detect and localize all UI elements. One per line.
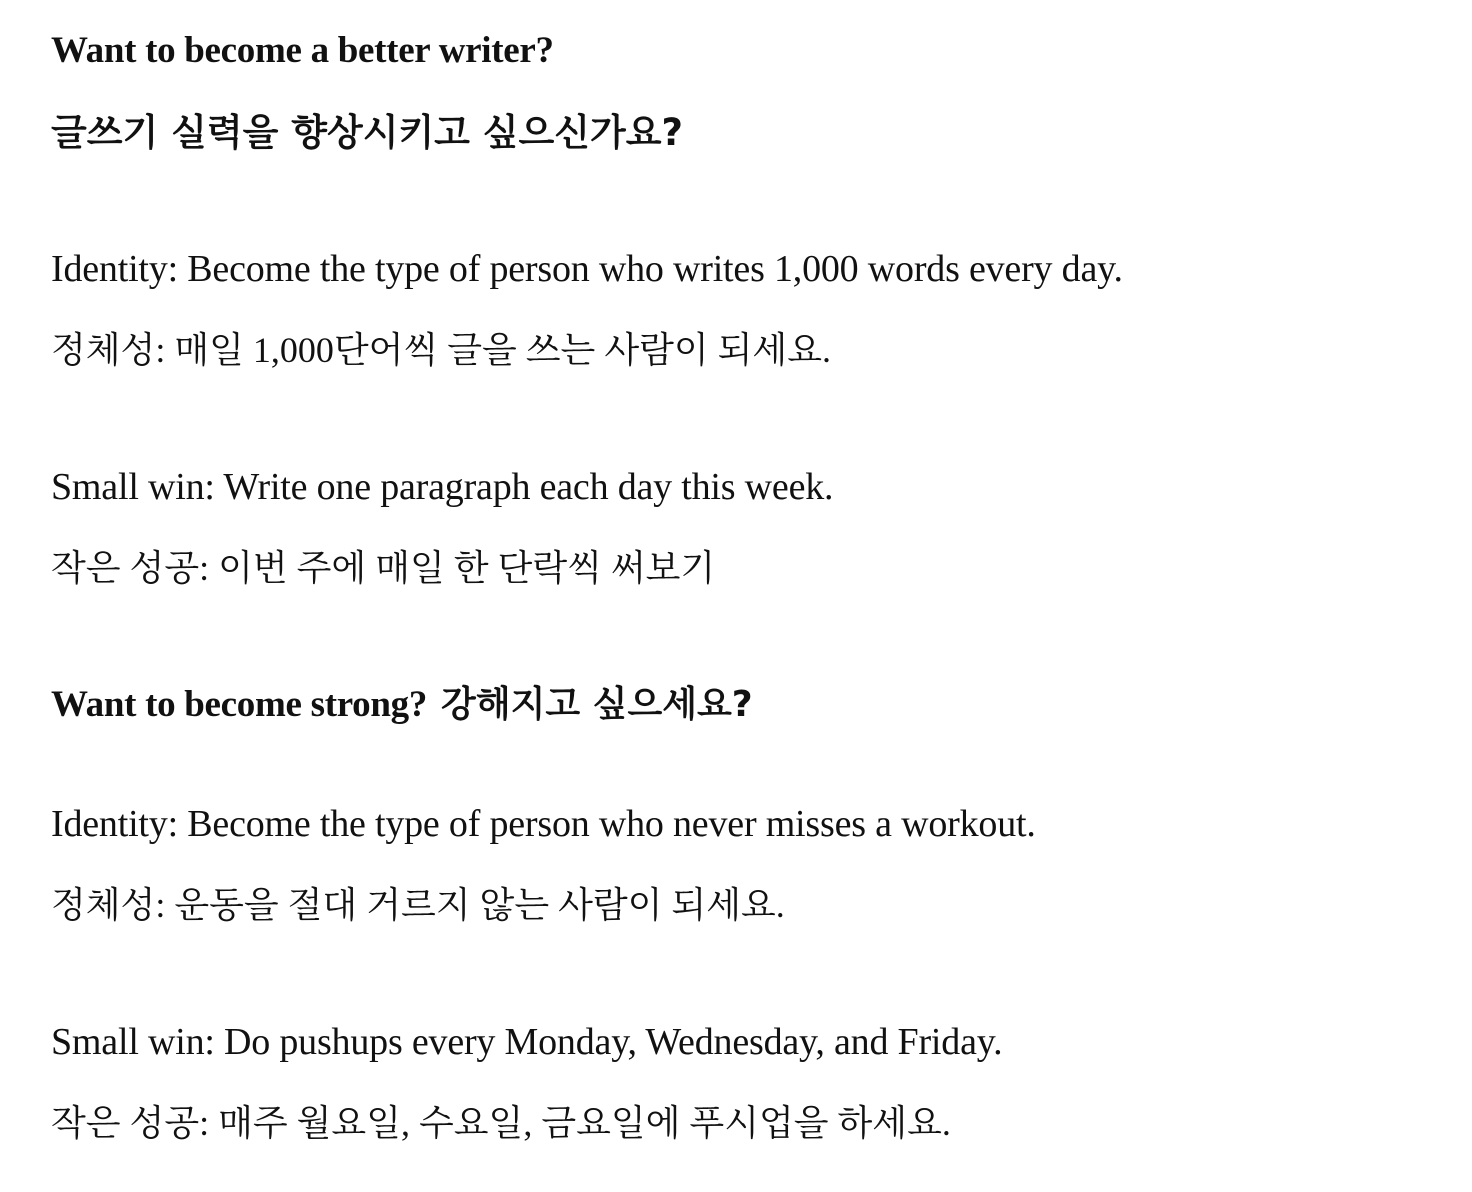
strong-small-win-ko: 작은 성공: 매주 월요일, 수요일, 금요일에 푸시업을 하세요. — [51, 1103, 951, 1143]
strong-heading-en: Want to become strong? — [51, 684, 428, 725]
writer-identity-en: Identity: Become the type of person who writes 1,000 words every day. — [51, 248, 1123, 290]
strong-identity-ko: 정체성: 운동을 절대 거르지 않는 사람이 되세요. — [51, 885, 785, 925]
strong-small-win-en: Small win: Do pushups every Monday, Wednesday, and Friday. — [51, 1021, 1003, 1063]
strong-heading-ko: 강해지고 싶으세요? — [441, 684, 753, 725]
writer-small-win-en: Small win: Write one paragraph each day this week. — [51, 466, 834, 508]
strong-identity-en: Identity: Become the type of person who never misses a workout. — [51, 803, 1036, 845]
writer-heading-ko: 글쓰기 실력을 향상시키고 싶으신가요? — [51, 111, 683, 154]
writer-small-win-ko: 작은 성공: 이번 주에 매일 한 단락씩 써보기 — [51, 548, 716, 588]
writer-heading-en: Want to become a better writer? — [51, 30, 554, 71]
strong-heading — [51, 686, 753, 723]
writer-identity-ko: 정체성: 매일 1,000단어씩 글을 쓰는 사람이 되세요. — [51, 330, 831, 370]
